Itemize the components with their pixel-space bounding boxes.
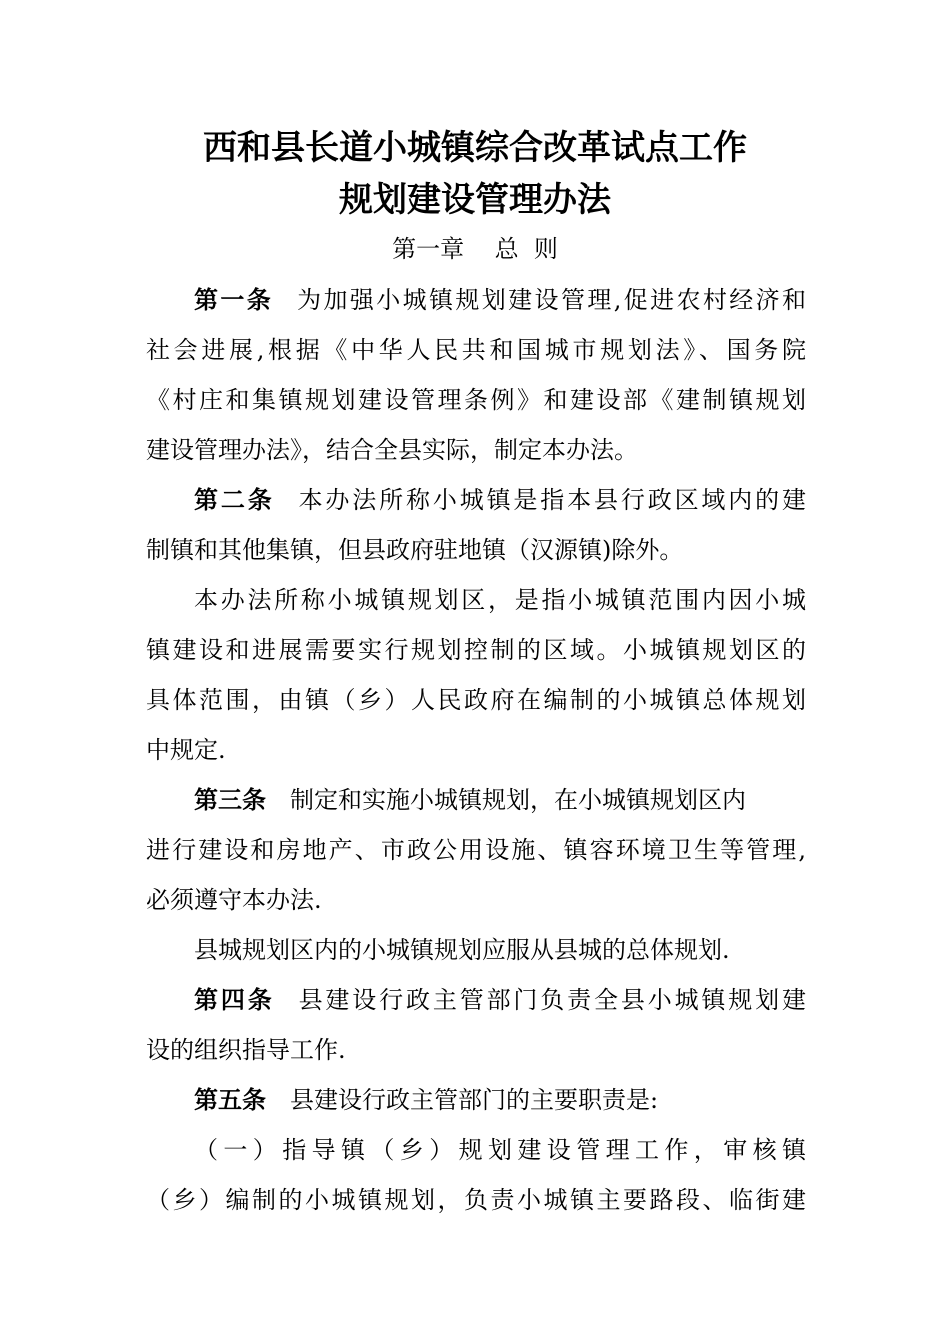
body-line: 设的组织指导工作. (146, 1036, 346, 1064)
article-heading: 第一条 (194, 286, 274, 314)
article-heading: 第五条 (194, 1086, 266, 1114)
body-text: 县建设行政主管部门负责全县小城镇规划建 (298, 986, 807, 1014)
body-text: 县建设行政主管部门的主要职责是: (290, 1086, 659, 1114)
body-line (194, 984, 806, 1016)
body-line (194, 284, 806, 316)
body-line: 县城规划区内的小城镇规划应服从县城的总体规划. (194, 936, 730, 964)
article-heading: 第二条 (194, 486, 275, 514)
body-line: 《村庄和集镇规划建设管理条例》和建设部《建制镇规划 (146, 386, 806, 414)
body-line: （一）指导镇（乡）规划建设管理工作，审核镇 (194, 1136, 806, 1164)
body-text: 制定和实施小城镇规划，在小城镇规划区内 (290, 786, 746, 814)
body-text: 为加强小城镇规划建设管理,促进农村经济和 (297, 286, 806, 314)
body-line: 必须遵守本办法. (146, 886, 322, 914)
body-line: 具体范围，由镇（乡）人民政府在编制的小城镇总体规划 (146, 686, 806, 714)
body-line: 中规定. (146, 736, 226, 764)
chapter-heading: 第一章 总 则 (392, 235, 558, 263)
body-line: （乡）编制的小城镇规划，负责小城镇主要路段、临街建 (146, 1186, 806, 1214)
body-line (194, 784, 806, 816)
body-text: 本办法所称小城镇是指本县行政区域内的建 (298, 486, 807, 514)
body-line (194, 1084, 806, 1116)
article-heading: 第四条 (194, 986, 275, 1014)
body-line: 进行建设和房地产、市政公用设施、镇容环境卫生等管理, (146, 836, 806, 864)
body-line: 镇建设和进展需要实行规划控制的区域。小城镇规划区的 (146, 636, 806, 664)
body-line: 建设管理办法》，结合全县实际，制定本办法。 (146, 436, 638, 464)
body-line: 社会进展,根据《中华人民共和国城市规划法》、国务院 (146, 336, 806, 364)
body-line (194, 484, 806, 516)
body-line: 制镇和其他集镇，但县政府驻地镇（汉源镇)除外。 (146, 536, 684, 564)
body-line: 本办法所称小城镇规划区，是指小城镇范围内因小城 (194, 586, 806, 614)
document-title-line-2: 规划建设管理办法 (339, 180, 611, 220)
article-heading: 第三条 (194, 786, 266, 814)
document-title-line-1: 西和县长道小城镇综合改革试点工作 (203, 128, 747, 168)
